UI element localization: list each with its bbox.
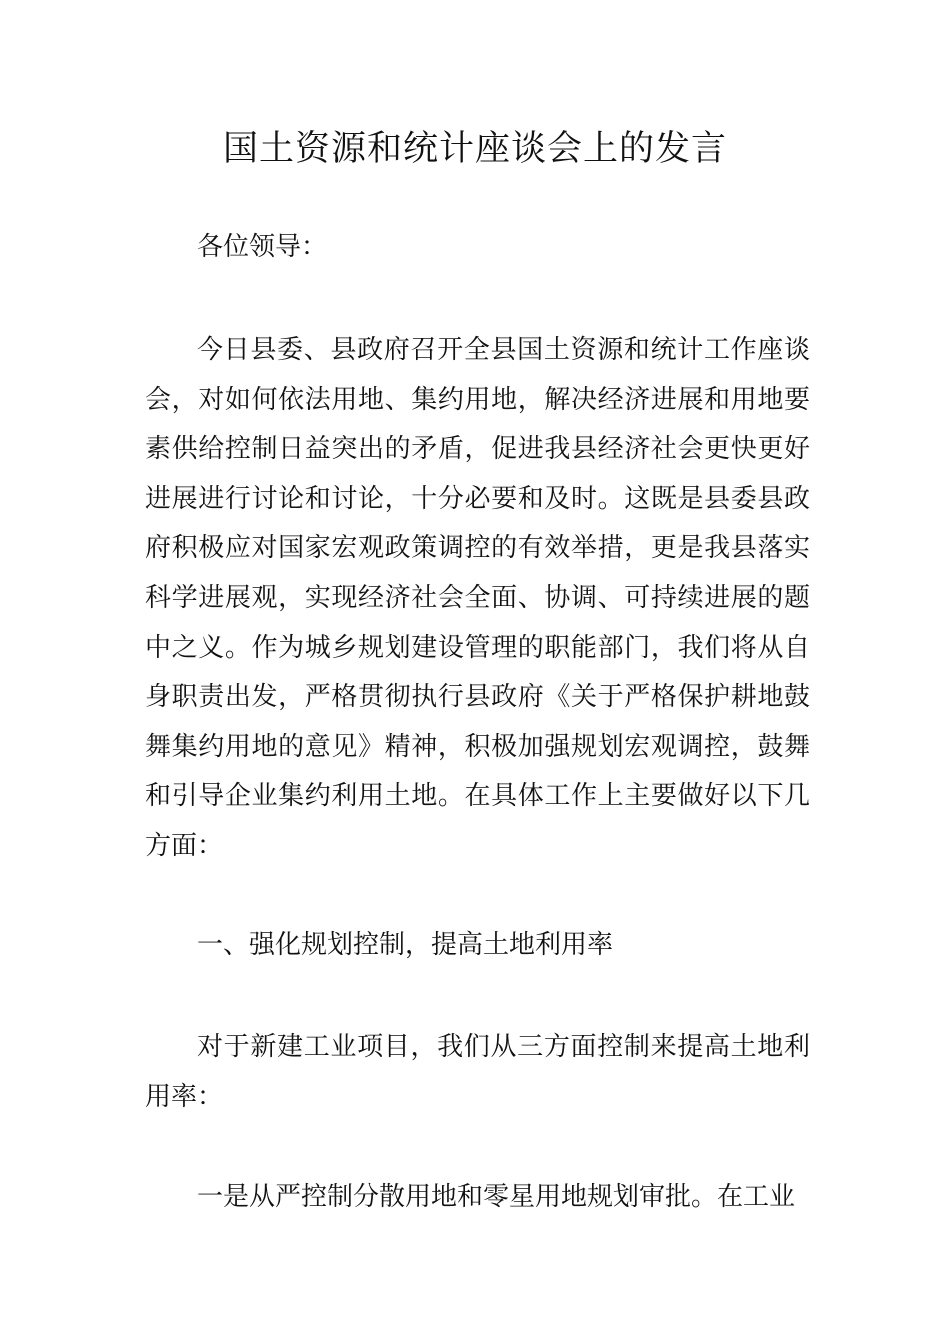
salutation: 各位领导：: [197, 232, 328, 262]
section-heading-1: 一、强化规划控制，提高土地利用率: [197, 930, 614, 960]
body-paragraph-1: 今日县委、县政府召开全县国土资源和统计工作座谈会，对如何依法用地、集约用地，解决经济进展和用地要素供给控制日益突出的矛盾，促进我县经济社会更快更好进展进行讨论和讨论，十分必要和及时。这既是县委县政府积极应对国家宏观政策调控的有效举措，更是我县落实科学进展观，实现经济社会全面、协调、可持续进展的题中之义。作为城乡规划建设管理的职能部门，我们将从自身职责出发，严格贯彻执行县政府《关于严格保护耕地鼓舞集约用地的意见》精神，积极加强规划宏观调控，鼓舞和引导企业集约利用土地。在具体工作上主要做好以下几方面：: [145, 335, 810, 861]
body-paragraph-2: 对于新建工业项目，我们从三方面控制来提高土地利用率：: [145, 1032, 810, 1112]
body-paragraph-3: 一是从严控制分散用地和零星用地规划审批。在工业: [197, 1182, 796, 1212]
document-title: 国土资源和统计座谈会上的发言: [222, 129, 727, 169]
